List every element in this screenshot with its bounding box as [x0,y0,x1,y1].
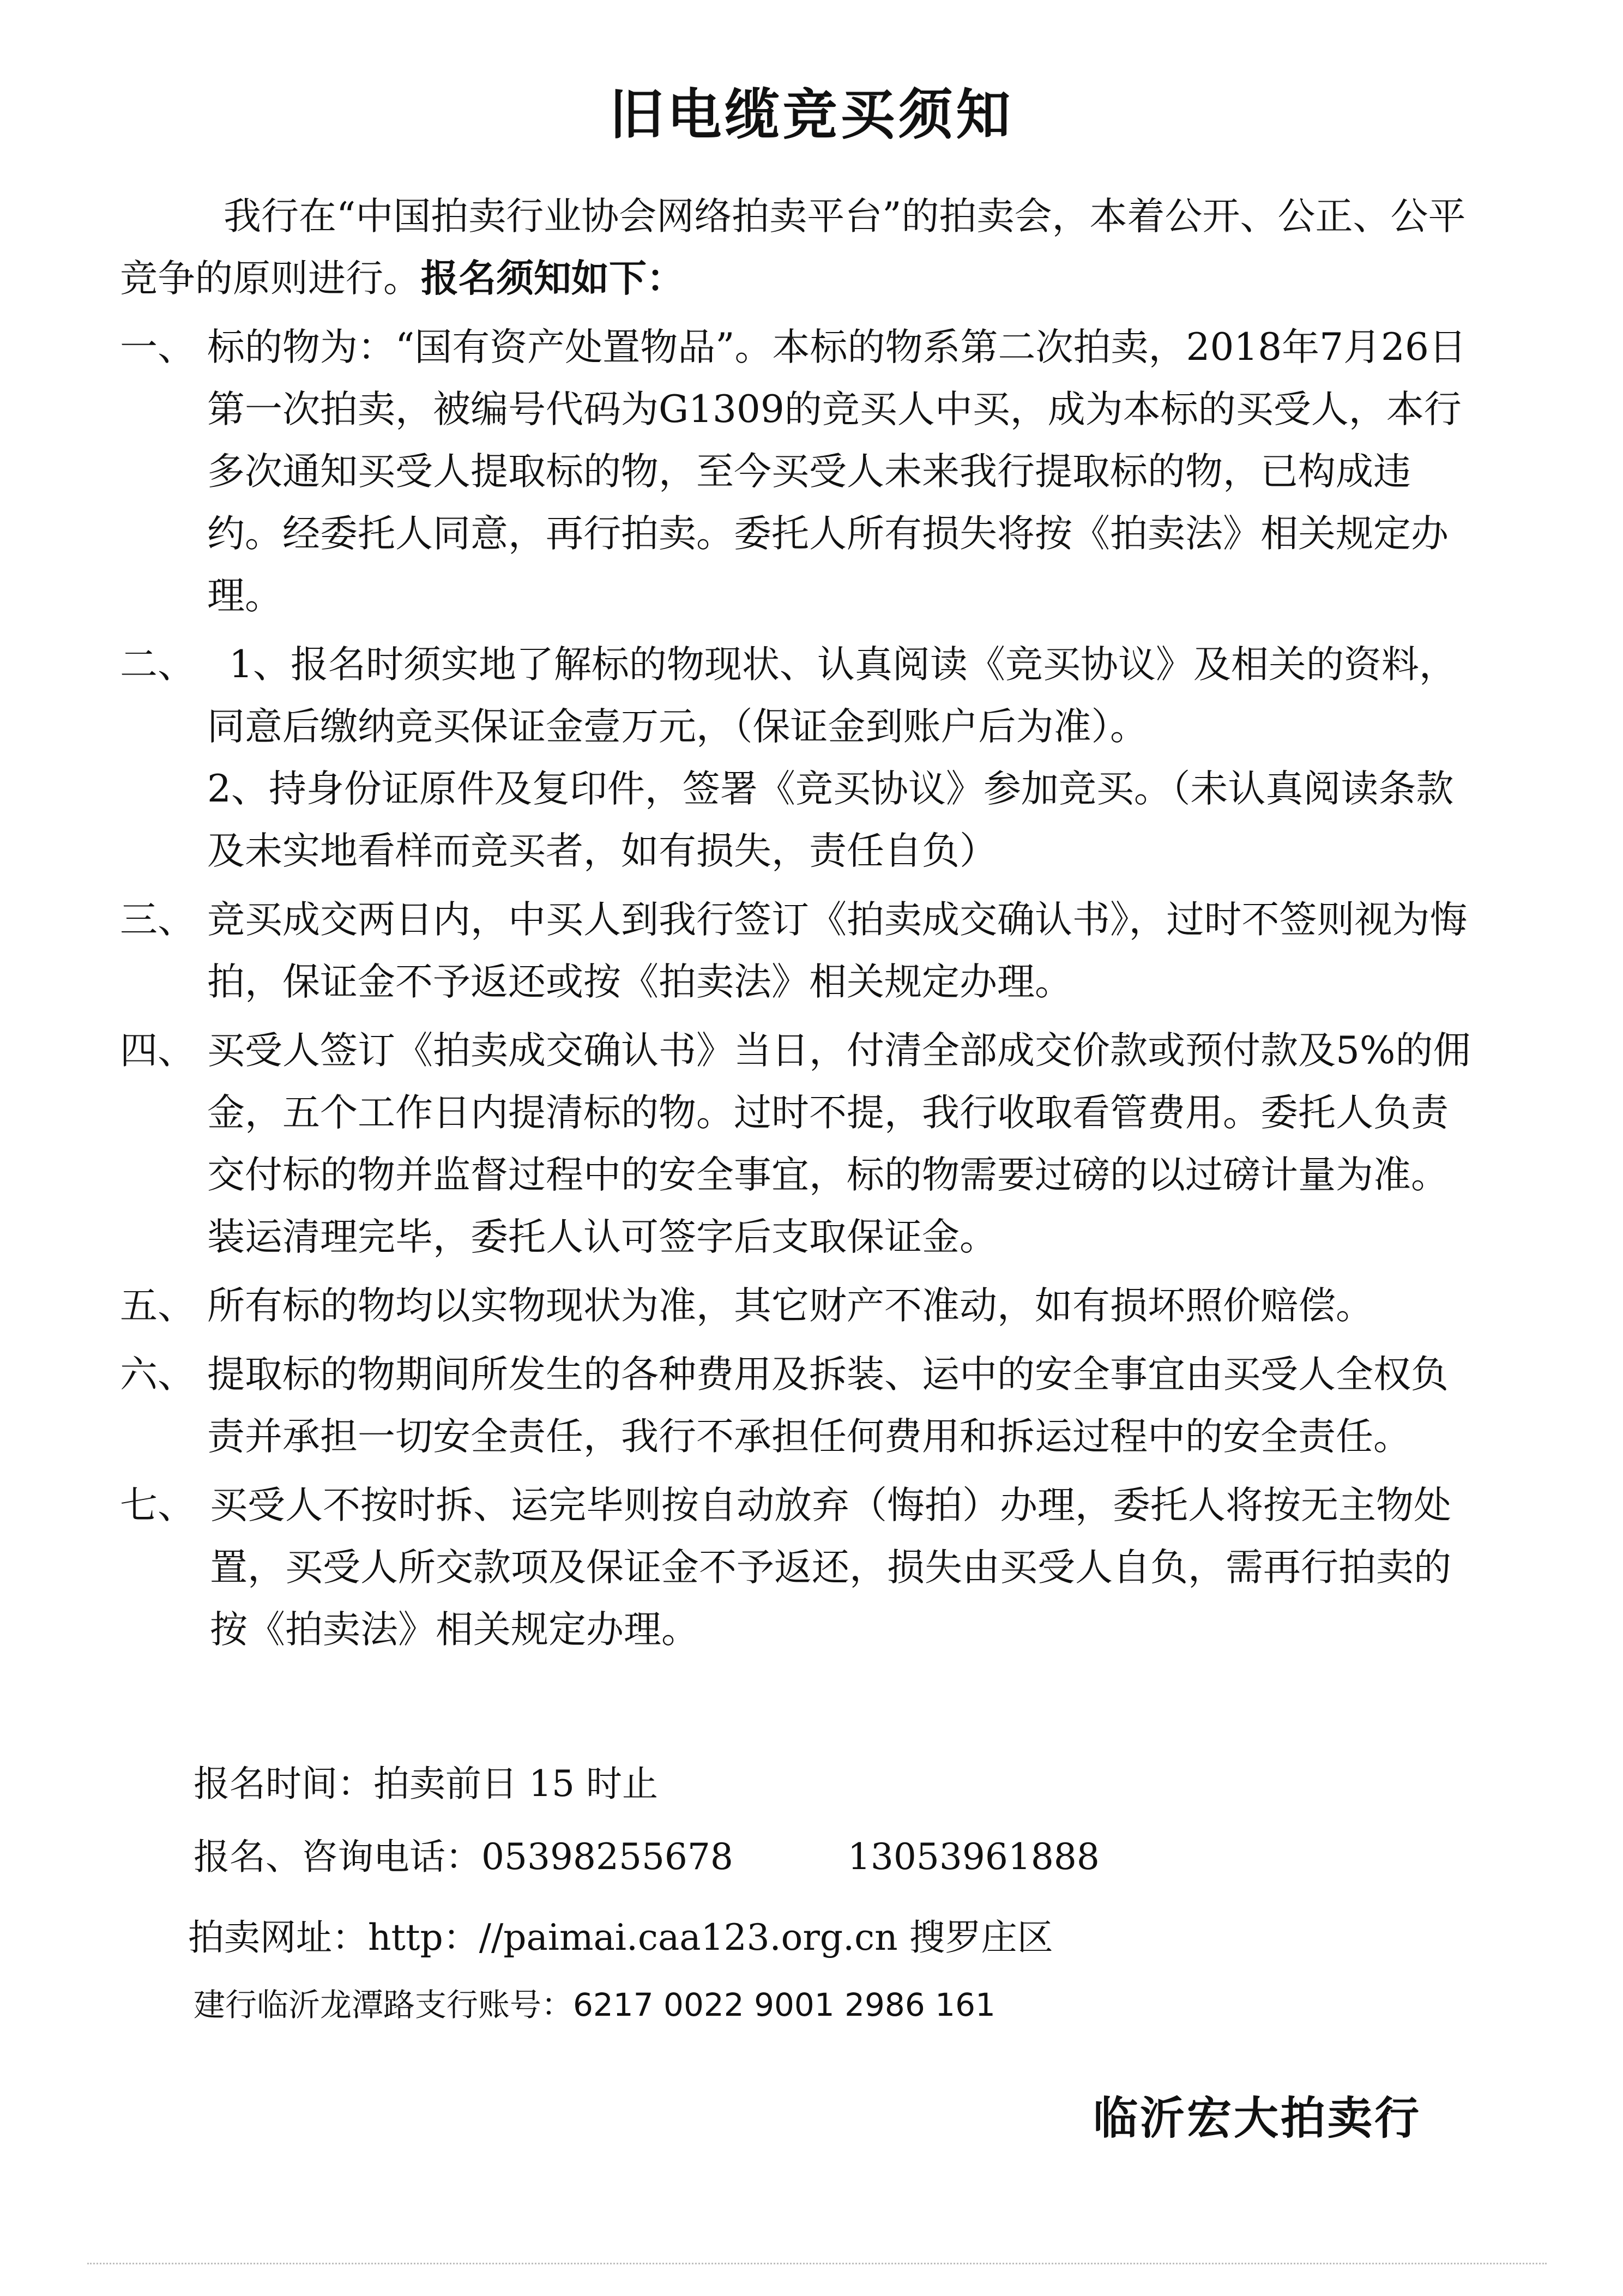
rule-paragraph: 2、持身份证原件及复印件，签署《竞买协议》参加竞买。（未认真阅读条款及未实地看样而竞买者，如有损失，责任自负） [207,767,1454,873]
phone-number-1: 05398255678 [481,1836,733,1878]
scan-artifact-line [87,2263,1547,2266]
rule-number: 七、 [120,1484,195,1527]
rule-number: 一、 [120,326,195,369]
document-body [120,185,1472,1661]
rule-text [207,634,1472,882]
rule-item [120,1343,1472,1468]
rule-text [207,316,1472,627]
rule-paragraph: 所有标的物均以实物现状为准，其它财产不准动，如有损坏照价赔偿。 [207,1284,1373,1328]
rule-item [120,316,1472,627]
rule-number: 三、 [120,898,195,942]
rule-item [120,1020,1472,1268]
registration-time: 报名时间：拍卖前日 15 时止 [194,1763,658,1805]
phone-number-2: 13053961888 [847,1836,1100,1878]
rule-text [207,1343,1472,1468]
rules-list [120,316,1472,1661]
auction-website: 拍卖网址：http：//paimai.caa123.org.cn 搜罗庄区 [188,1917,1053,1958]
phone-label: 报名、咨询电话： [194,1836,481,1878]
rule-number: 六、 [120,1353,195,1396]
rule-paragraph: 标的物为：“国有资产处置物品”。本标的物系第二次拍卖，2018年7月26日第一次拍卖，被编号代码为G1309的竞买人中买，成为本标的买受人，本行多次通知买受人提取标的物，至今买受人未来我行提取标的物，已构成违约。经委托人同意，再行拍卖。委托人所有损失将按《拍卖法》相关规定办理。 [207,326,1467,618]
rule-number: 二、 [120,643,195,686]
rule-paragraph: 买受人不按时拆、运完毕则按自动放弃（悔拍）办理，委托人将按无主物处置，买受人所交款项及保证金不予返还，损失由买受人自负，需再行拍卖的按《拍卖法》相关规定办理。 [210,1484,1451,1652]
rule-number: 五、 [120,1284,195,1328]
issuer-signature: 临沂宏大拍卖行 [1093,2093,1421,2144]
rule-item [120,634,1472,882]
rule-paragraph: 竞买成交两日内，中买人到我行签订《拍卖成交确认书》，过时不签则视为悔拍，保证金不予返还或按《拍卖法》相关规定办理。 [207,898,1468,1004]
rule-item [120,1275,1472,1337]
rule-paragraph: 1、报名时须实地了解标的物现状、认真阅读《竞买协议》及相关的资料，同意后缴纳竞买保证金壹万元，（保证金到账户后为准）。 [207,643,1457,749]
bank-account: 建行临沂龙潭路支行账号：6217 0022 9001 2986 161 [194,1986,995,2023]
rule-item [120,1474,1472,1661]
intro-paragraph [120,185,1472,310]
intro-text: 我行在“中国拍卖行业协会网络拍卖平台”的拍卖会，本着公开、公正、公平竞争的原则进行。 [120,195,1466,300]
rule-number: 四、 [120,1029,195,1072]
rule-text [207,1020,1472,1268]
rule-text [207,889,1472,1013]
rule-paragraph: 提取标的物期间所发生的各种费用及拆装、运中的安全事宜由买受人全权负责并承担一切安全责任，我行不承担任何费用和拆运过程中的安全责任。 [207,1353,1449,1459]
rule-paragraph: 买受人签订《拍卖成交确认书》当日，付清全部成交价款或预付款及5%的佣金，五个工作日内提清标的物。过时不提，我行收取看管费用。委托人负责交付标的物并监督过程中的安全事宜，标的物需要过磅的以过磅计量为准。装运清理完毕，委托人认可签字后支取保证金。 [207,1029,1471,1259]
rule-text [210,1474,1472,1661]
contact-phone-line [194,1828,1100,1879]
rule-text [207,1275,1472,1337]
rule-item [120,889,1472,1013]
document-title: 旧电缆竞买须知 [609,83,1014,147]
intro-bold-heading: 报名须知如下： [421,256,684,300]
